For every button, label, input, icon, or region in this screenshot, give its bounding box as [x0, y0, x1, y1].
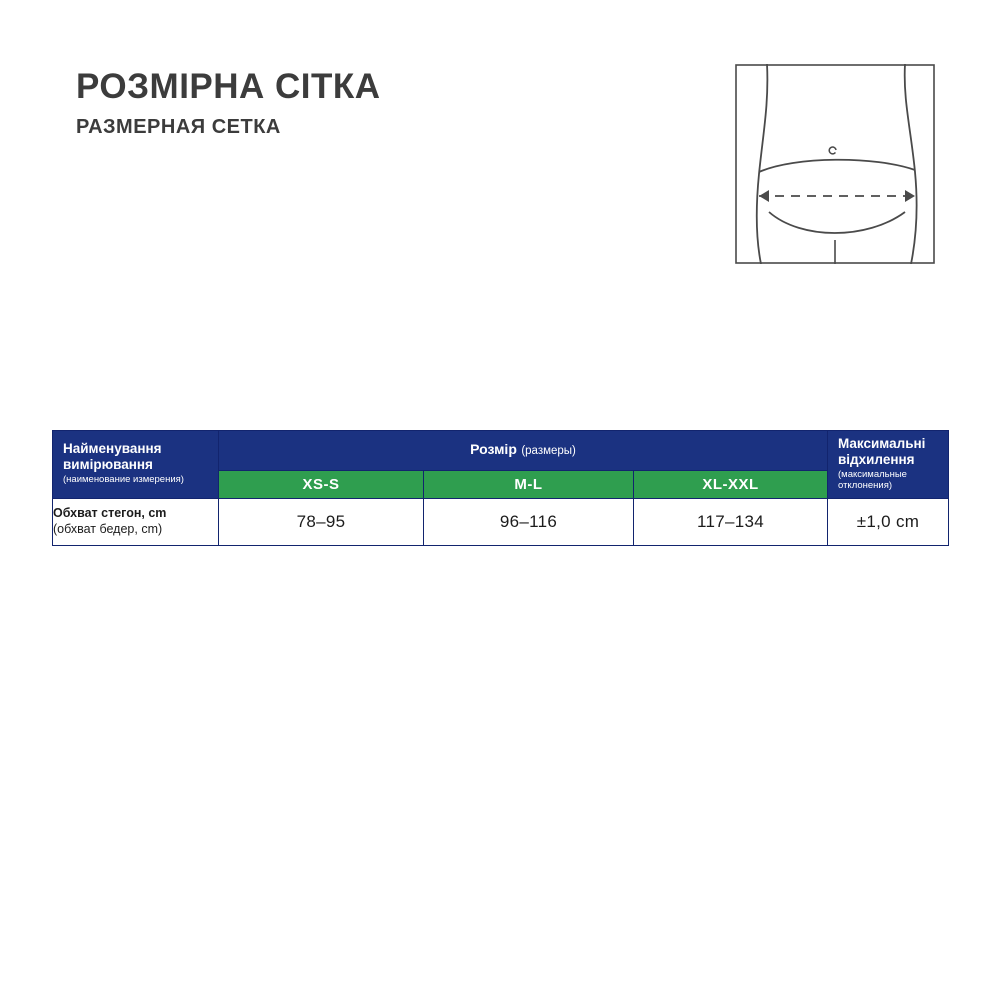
- header-size-ua: Розмір: [470, 441, 517, 458]
- row-label-hips-ua: Обхват стегон, cm: [53, 505, 167, 520]
- header-measurement-name-ru: (наименование измерения): [63, 474, 184, 486]
- header-size-ru: (размеры): [521, 445, 576, 458]
- value-hips-xs-s: 78–95: [219, 498, 424, 545]
- row-label-hips-ru: (обхват бедер, cm): [53, 522, 163, 537]
- header-size-m-l: M-L: [424, 470, 634, 498]
- value-hips-deviation: ±1,0 cm: [828, 498, 949, 545]
- header-measurement-name: [53, 431, 219, 499]
- hips-measurement-diagram: [735, 64, 935, 264]
- header-max-deviation: [828, 431, 949, 499]
- row-label-hips: [53, 498, 219, 545]
- header-size-xs-s: XS-S: [219, 470, 424, 498]
- value-hips-m-l: 96–116: [424, 498, 634, 545]
- size-chart-table: [52, 430, 949, 546]
- table-row: [53, 498, 949, 545]
- page-subtitle: РАЗМЕРНАЯ СЕТКА: [76, 115, 281, 138]
- header-measurement-name-ua: Найменування вимірювання: [63, 441, 162, 473]
- header-size-xl-xxl: XL-XXL: [634, 470, 828, 498]
- page-title-block: [76, 68, 381, 139]
- header-max-deviation-ru: (максимальные отклонения): [838, 468, 907, 491]
- header-max-deviation-ua: Максимальні відхилення: [838, 436, 926, 467]
- header-size-group: [219, 431, 828, 471]
- page-title: РОЗМІРНА СІТКА: [76, 67, 381, 106]
- value-hips-xl-xxl: 117–134: [634, 498, 828, 545]
- table-header-row-1: [53, 431, 949, 471]
